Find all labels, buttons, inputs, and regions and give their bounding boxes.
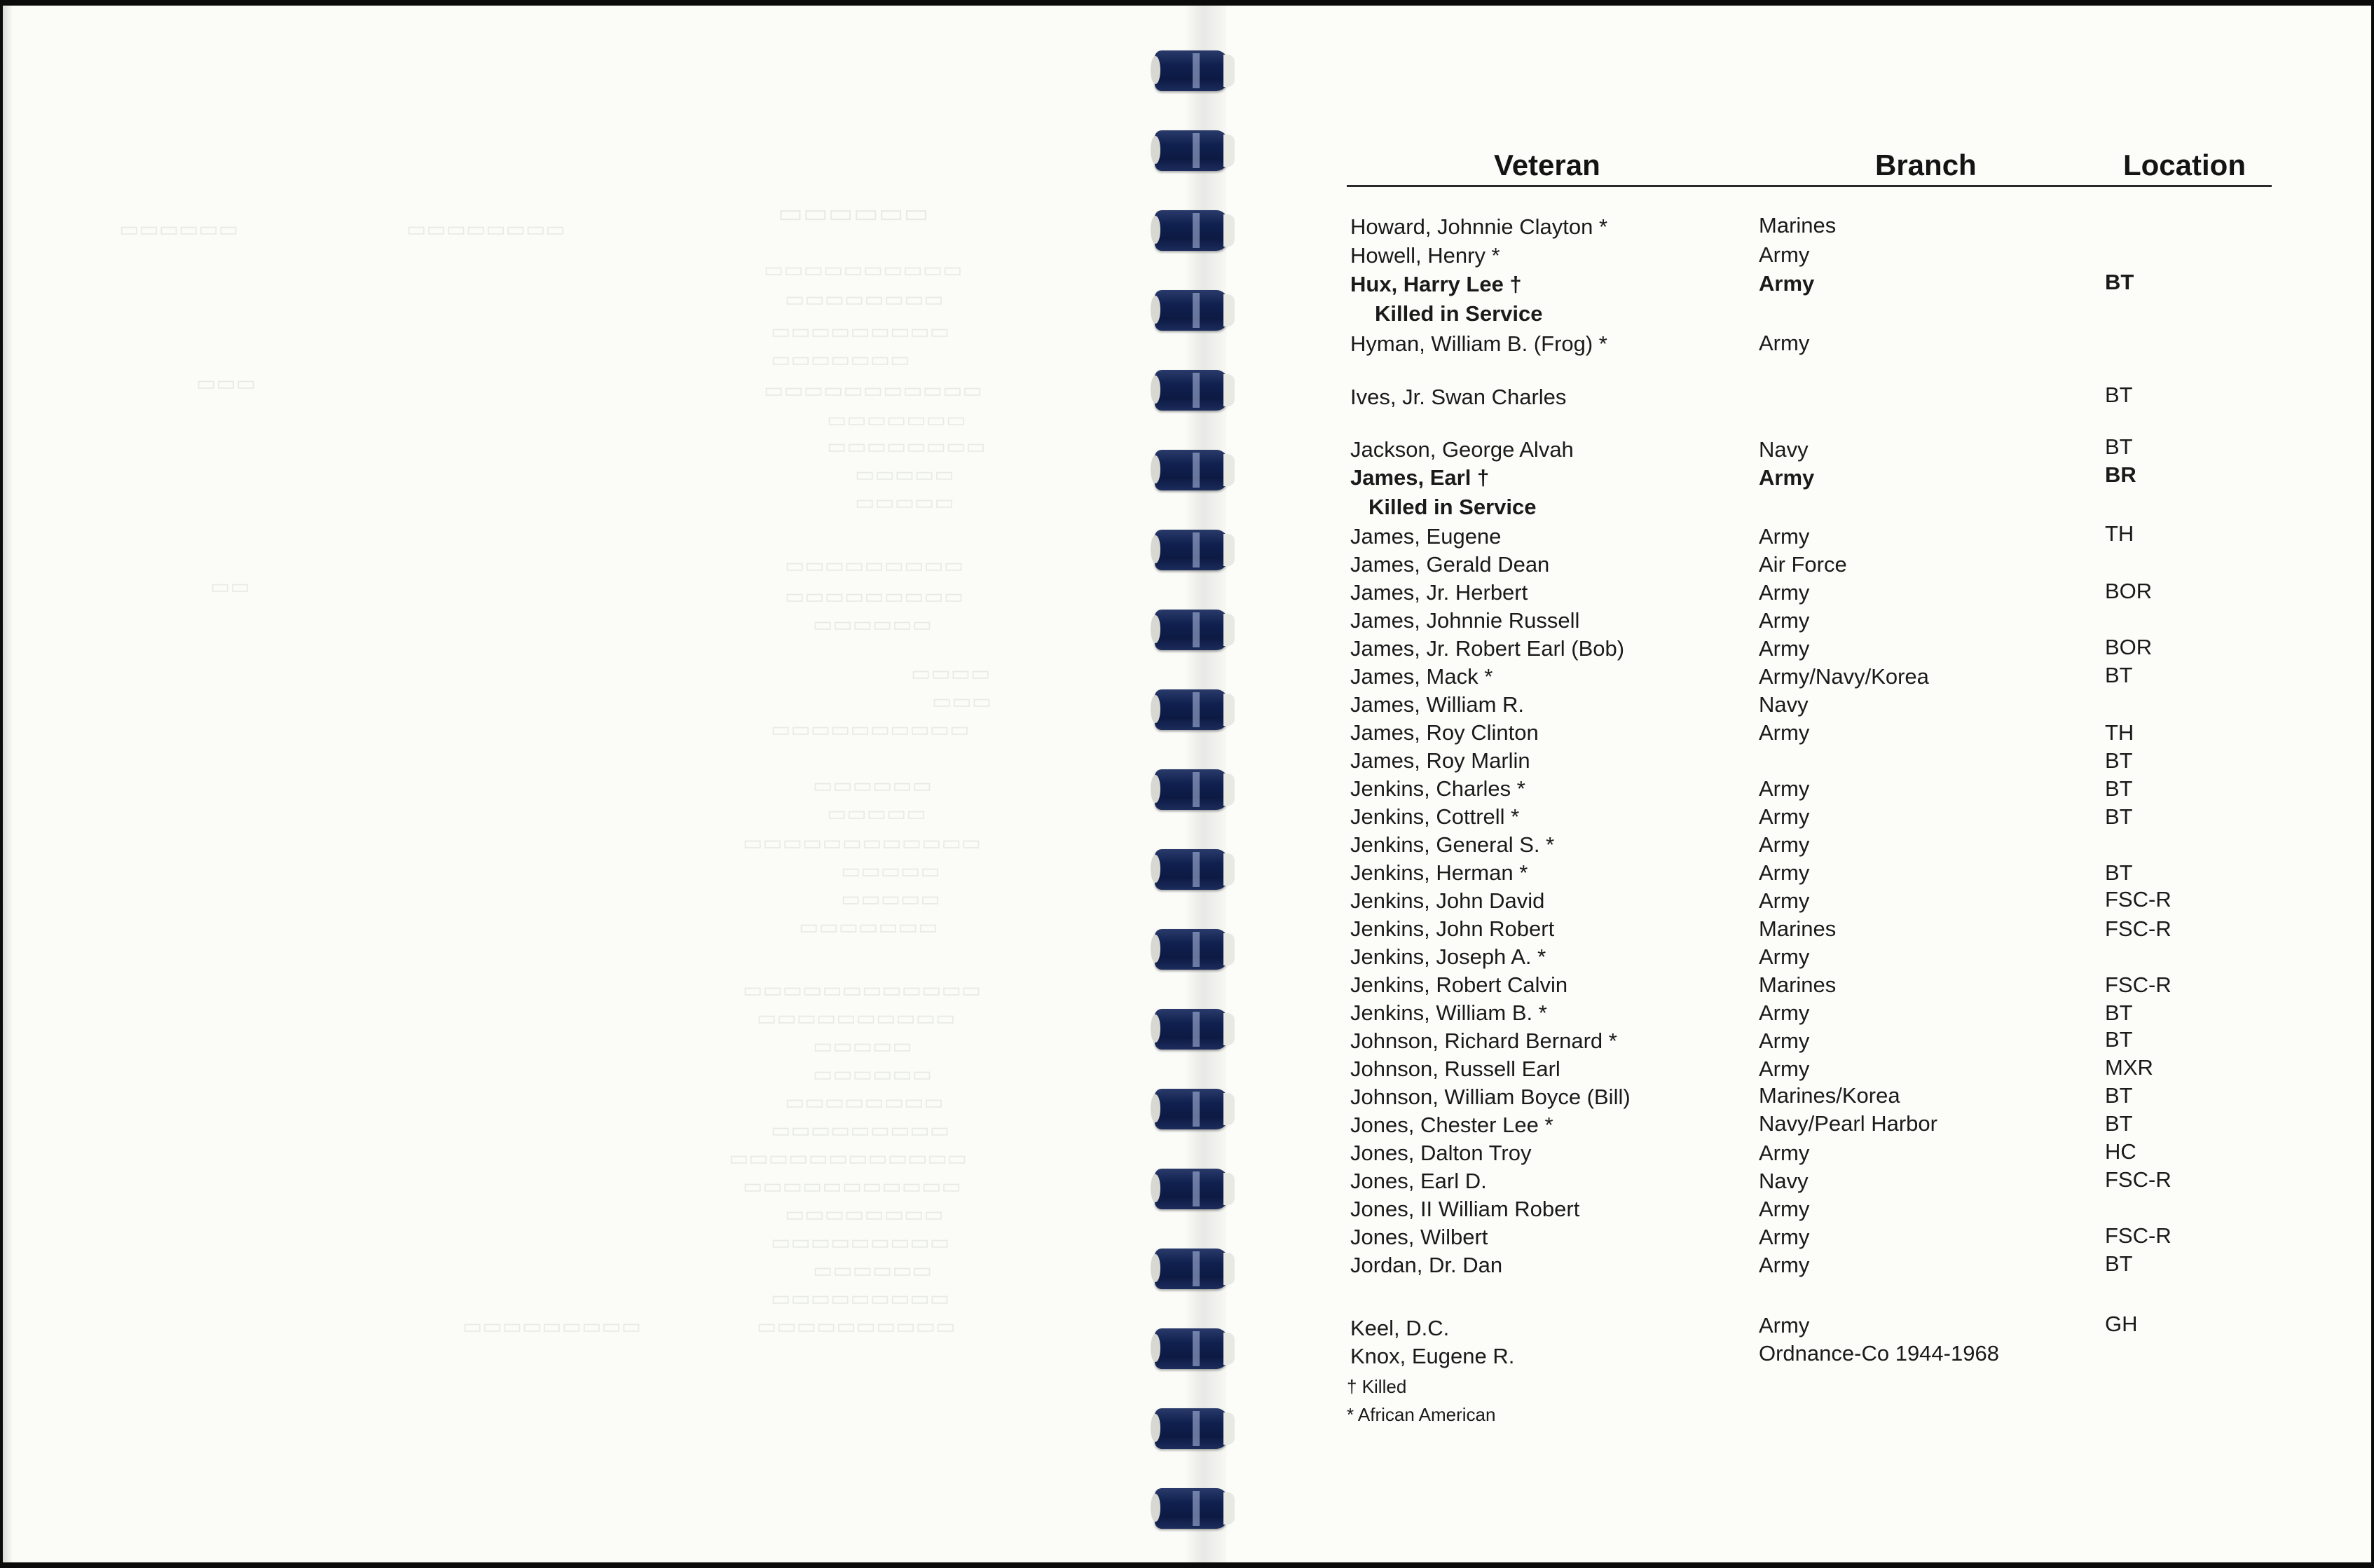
binding-coil — [1151, 447, 1236, 493]
coil-shine — [1193, 133, 1200, 168]
coil-wire — [1155, 929, 1228, 970]
veteran-name: Jenkins, Cottrell * — [1350, 804, 1520, 829]
left-page-edge — [3, 6, 13, 1562]
bleed-through-mark: ▭▭▭▭▭▭▭▭▭ — [785, 554, 964, 577]
legend-killed: † Killed — [1347, 1376, 1407, 1397]
binding-coil — [1151, 1405, 1236, 1452]
coil-tip — [1223, 614, 1235, 646]
coil-wire — [1155, 1009, 1228, 1050]
bleed-through-mark: ▭▭▭▭▭▭▭ — [799, 916, 938, 939]
bleed-through-mark: ▭▭▭▭▭ — [813, 1035, 912, 1058]
coil-hole — [1151, 376, 1160, 404]
veteran-name: James, Mack * — [1350, 664, 1493, 689]
veteran-name: Hux, Harry Lee † — [1350, 272, 1522, 296]
branch-cell: Army — [1759, 1141, 1810, 1165]
bleed-through-mark: ▭▭▭▭▭ — [841, 860, 940, 883]
branch-cell: Army — [1759, 888, 1810, 913]
location-cell: FSC-R — [2105, 1167, 2171, 1192]
coil-shine — [1193, 1171, 1200, 1206]
coil-wire — [1155, 530, 1228, 570]
coil-shine — [1193, 453, 1200, 488]
location-cell: BT — [2105, 1083, 2133, 1108]
branch-cell: Navy — [1759, 1169, 1809, 1193]
coil-tip — [1223, 1013, 1235, 1045]
branch-cell: Army — [1759, 1029, 1810, 1053]
binding-coil — [1151, 766, 1236, 813]
bleed-through-mark: ▭▭▭▭▭▭▭▭▭▭ — [757, 1007, 956, 1030]
bleed-through-mark: ▭▭▭ — [196, 372, 256, 395]
bleed-through-mark: ▭▭▭▭▭▭▭▭▭ — [785, 585, 964, 608]
veteran-name: James, Gerald Dean — [1350, 552, 1550, 577]
branch-cell: Marines — [1759, 972, 1837, 997]
coil-hole — [1151, 1094, 1160, 1122]
branch-cell: Army/Navy/Korea — [1759, 664, 1929, 689]
coil-wire — [1155, 769, 1228, 810]
coil-wire — [1155, 50, 1228, 91]
coil-shine — [1193, 1012, 1200, 1047]
bleed-through-mark: ▭▭▭▭▭▭▭▭▭ — [462, 1315, 642, 1338]
coil-wire — [1155, 1169, 1228, 1209]
coil-wire — [1155, 1089, 1228, 1129]
bleed-through-mark: ▭▭▭▭▭▭ — [778, 199, 929, 228]
coil-wire — [1155, 849, 1228, 890]
bleed-through-mark: ▭▭▭▭▭ — [827, 802, 926, 825]
location-cell: BT — [2105, 776, 2133, 801]
coil-wire — [1155, 370, 1228, 411]
bleed-through-mark: ▭▭▭▭▭▭▭▭▭ — [771, 1287, 950, 1310]
bleed-through-mark: ▭▭▭▭▭▭▭▭ — [785, 1091, 944, 1114]
bleed-through-mark: ▭▭▭ — [932, 690, 992, 713]
coil-hole — [1151, 136, 1160, 164]
bleed-through-mark: ▭▭▭▭▭▭▭▭▭▭▭ — [743, 1175, 961, 1198]
branch-cell: Army — [1759, 804, 1810, 829]
binding-coil — [1151, 1326, 1236, 1372]
bleed-through-mark: ▭▭▭▭▭▭ — [813, 774, 933, 797]
veteran-name: James, Earl † — [1350, 465, 1490, 490]
coil-tip — [1223, 1253, 1235, 1285]
veteran-name: Jenkins, Robert Calvin — [1350, 972, 1568, 997]
coil-hole — [1151, 455, 1160, 483]
veteran-name: James, Johnnie Russell — [1350, 608, 1580, 633]
header-rule — [1347, 185, 2272, 187]
coil-wire — [1155, 1249, 1228, 1289]
location-cell: TH — [2105, 720, 2134, 745]
coil-wire — [1155, 130, 1228, 171]
coil-tip — [1223, 933, 1235, 965]
veteran-name: Jordan, Dr. Dan — [1350, 1253, 1503, 1277]
coil-shine — [1193, 373, 1200, 408]
binding-coil — [1151, 1006, 1236, 1052]
bleed-through-mark: ▭▭▭▭▭▭▭▭ — [785, 1203, 944, 1226]
coil-hole — [1151, 935, 1160, 963]
branch-cell: Army — [1759, 832, 1810, 857]
veteran-name: Jackson, George Alvah — [1350, 437, 1574, 462]
location-cell: FSC-R — [2105, 887, 2171, 912]
branch-cell: Army — [1759, 1000, 1810, 1025]
bleed-through-mark: ▭▭▭▭▭▭ — [813, 1063, 933, 1086]
veteran-name: Jones, Earl D. — [1350, 1169, 1487, 1193]
veteran-name: James, Jr. Robert Earl (Bob) — [1350, 636, 1625, 661]
location-cell: BT — [2105, 1027, 2133, 1052]
location-cell: BT — [2105, 860, 2133, 885]
bleed-through-mark: ▭▭▭▭▭ — [855, 463, 954, 486]
bleed-through-mark: ▭▭▭▭▭▭▭▭▭▭▭▭ — [743, 832, 982, 855]
location-cell: BT — [2105, 748, 2133, 773]
coil-wire — [1155, 290, 1228, 331]
location-cell: TH — [2105, 521, 2134, 546]
veteran-name: James, Roy Marlin — [1350, 748, 1530, 773]
veteran-name: Keel, D.C. — [1350, 1316, 1450, 1340]
veteran-name: Howard, Johnnie Clayton * — [1350, 214, 1608, 239]
bleed-through-mark: ▭▭▭▭▭▭▭▭▭▭▭▭ — [729, 1147, 968, 1170]
branch-cell: Army — [1759, 636, 1810, 661]
bleed-through-mark: ▭▭▭▭▭▭▭▭▭▭▭ — [764, 379, 982, 402]
location-cell: BT — [2105, 804, 2133, 829]
coil-hole — [1151, 775, 1160, 803]
bleed-through-mark: ▭▭▭▭▭ — [855, 491, 954, 514]
location-cell: BT — [2105, 434, 2133, 459]
veteran-name: James, Roy Clinton — [1350, 720, 1539, 745]
veteran-name: Jenkins, William B. * — [1350, 1000, 1547, 1025]
coil-hole — [1151, 855, 1160, 883]
veteran-name: Jenkins, Herman * — [1350, 860, 1528, 885]
location-cell: BOR — [2105, 579, 2153, 603]
branch-cell: Army — [1759, 608, 1810, 633]
binding-coil — [1151, 287, 1236, 333]
coil-shine — [1193, 692, 1200, 727]
bleed-through-mark: ▭▭▭▭▭▭▭ — [771, 348, 910, 371]
branch-cell: Army — [1759, 1253, 1810, 1277]
coil-tip — [1223, 374, 1235, 406]
veteran-name: Johnson, Richard Bernard * — [1350, 1029, 1617, 1053]
coil-shine — [1193, 852, 1200, 887]
bleed-through-mark: ▭▭▭▭ — [911, 662, 991, 685]
coil-wire — [1155, 689, 1228, 730]
binding-coil — [1151, 128, 1236, 174]
location-column-header: Location — [2123, 149, 2246, 181]
veteran-name: Jenkins, Joseph A. * — [1350, 944, 1546, 969]
coil-hole — [1151, 535, 1160, 563]
binding-coil — [1151, 1246, 1236, 1292]
veteran-name: Jones, Wilbert — [1350, 1225, 1488, 1249]
bleed-through-mark: ▭▭▭▭▭▭▭▭ — [785, 288, 944, 311]
branch-cell: Army — [1759, 1313, 1810, 1337]
branch-cell: Marines/Korea — [1759, 1083, 1900, 1108]
branch-cell: Navy — [1759, 692, 1809, 717]
branch-cell: Army — [1759, 1197, 1810, 1221]
killed-in-service-note: Killed in Service — [1368, 495, 1537, 519]
location-cell: BT — [2105, 270, 2134, 294]
coil-wire — [1155, 1488, 1228, 1529]
coil-shine — [1193, 932, 1200, 967]
branch-cell: Air Force — [1759, 552, 1847, 577]
coil-wire — [1155, 1408, 1228, 1449]
bleed-through-mark: ▭▭▭▭▭▭▭▭▭▭ — [757, 1315, 956, 1338]
coil-tip — [1223, 1492, 1235, 1525]
coil-shine — [1193, 1491, 1200, 1526]
veteran-name: James, William R. — [1350, 692, 1525, 717]
branch-cell: Army — [1759, 242, 1810, 267]
veteran-name: Jones, Dalton Troy — [1350, 1141, 1532, 1165]
location-cell: BT — [2105, 663, 2133, 687]
veteran-name: Jenkins, General S. * — [1350, 832, 1555, 857]
veteran-name: Howell, Henry * — [1350, 243, 1500, 268]
coil-tip — [1223, 853, 1235, 886]
branch-cell: Navy — [1759, 437, 1809, 462]
legend-african-american: * African American — [1347, 1404, 1496, 1425]
branch-cell: Marines — [1759, 213, 1837, 238]
coil-tip — [1223, 1333, 1235, 1365]
binding-coil — [1151, 1166, 1236, 1212]
coil-hole — [1151, 1174, 1160, 1202]
bleed-through-mark: ▭▭▭▭▭ — [841, 888, 940, 911]
branch-cell: Army — [1759, 944, 1810, 969]
branch-cell: Ordnance-Co 1944-1968 — [1759, 1341, 1999, 1366]
binding-coil — [1151, 207, 1236, 254]
veteran-name: Hyman, William B. (Frog) * — [1350, 331, 1607, 356]
coil-tip — [1223, 694, 1235, 726]
branch-cell: Army — [1759, 271, 1815, 296]
coil-shine — [1193, 1411, 1200, 1446]
branch-cell: Marines — [1759, 916, 1837, 941]
coil-hole — [1151, 1254, 1160, 1282]
branch-column-header: Branch — [1875, 149, 1977, 181]
location-cell: MXR — [2105, 1055, 2153, 1080]
veteran-name: Ives, Jr. Swan Charles — [1350, 385, 1567, 409]
coil-hole — [1151, 615, 1160, 643]
veteran-name: James, Jr. Herbert — [1350, 580, 1528, 605]
location-cell: BOR — [2105, 635, 2153, 659]
bleed-through-mark: ▭▭▭▭▭▭▭▭▭▭ — [771, 718, 970, 741]
coil-hole — [1151, 216, 1160, 244]
binding-coil — [1151, 527, 1236, 573]
veteran-name: Jones, II William Robert — [1350, 1197, 1580, 1221]
bleed-through-mark: ▭▭▭▭▭▭▭▭▭ — [771, 1119, 950, 1142]
coil-tip — [1223, 1412, 1235, 1445]
coil-tip — [1223, 55, 1235, 87]
coil-tip — [1223, 294, 1235, 326]
veteran-name: James, Eugene — [1350, 524, 1502, 549]
coil-tip — [1223, 1093, 1235, 1125]
bleed-through-mark: ▭▭▭▭▭▭▭▭▭ — [771, 320, 950, 343]
bleed-through-mark: ▭▭▭▭▭▭ — [813, 613, 933, 636]
coil-wire — [1155, 210, 1228, 251]
coil-hole — [1151, 1015, 1160, 1043]
coil-hole — [1151, 56, 1160, 84]
coil-wire — [1155, 450, 1228, 490]
branch-cell: Army — [1759, 776, 1810, 801]
bleed-through-mark: ▭▭▭▭▭▭▭ — [827, 408, 966, 432]
veteran-name: Jenkins, John Robert — [1350, 916, 1555, 941]
location-cell: FSC-R — [2105, 1223, 2171, 1248]
bleed-through-mark: ▭▭▭▭▭▭▭▭▭▭▭▭ — [743, 979, 982, 1002]
coil-shine — [1193, 293, 1200, 328]
location-cell: FSC-R — [2105, 916, 2171, 941]
branch-cell: Army — [1759, 1225, 1810, 1249]
branch-cell: Army — [1759, 524, 1810, 549]
binding-coil — [1151, 1485, 1236, 1532]
binding-coil — [1151, 607, 1236, 653]
veteran-name: Jenkins, John David — [1350, 888, 1545, 913]
coil-shine — [1193, 1092, 1200, 1127]
coil-tip — [1223, 1173, 1235, 1205]
veteran-name: Knox, Eugene R. — [1350, 1344, 1515, 1368]
coil-shine — [1193, 1331, 1200, 1366]
binding-coil — [1151, 367, 1236, 413]
coil-shine — [1193, 213, 1200, 248]
coil-tip — [1223, 454, 1235, 486]
veteran-name: Jones, Chester Lee * — [1350, 1113, 1553, 1137]
location-cell: FSC-R — [2105, 972, 2171, 997]
coil-tip — [1223, 534, 1235, 566]
coil-hole — [1151, 1414, 1160, 1442]
coil-tip — [1223, 135, 1235, 167]
coil-shine — [1193, 53, 1200, 88]
veteran-name: Jenkins, Charles * — [1350, 776, 1525, 801]
bleed-through-mark: ▭▭▭▭▭▭ — [119, 218, 239, 241]
coil-shine — [1193, 532, 1200, 568]
branch-cell: Army — [1759, 331, 1810, 355]
bleed-through-mark: ▭▭▭▭▭▭▭▭▭▭ — [764, 259, 963, 282]
location-cell: HC — [2105, 1139, 2136, 1164]
coil-shine — [1193, 1251, 1200, 1286]
coil-shine — [1193, 772, 1200, 807]
binding-coil — [1151, 926, 1236, 972]
bleed-through-mark: ▭▭▭▭▭▭▭▭ — [406, 218, 565, 241]
branch-cell: Navy/Pearl Harbor — [1759, 1111, 1937, 1136]
location-cell: BT — [2105, 383, 2133, 407]
branch-cell: Army — [1759, 465, 1815, 490]
killed-in-service-note: Killed in Service — [1375, 301, 1543, 326]
branch-cell: Army — [1759, 1057, 1810, 1081]
branch-cell: Army — [1759, 720, 1810, 745]
coil-wire — [1155, 610, 1228, 650]
location-cell: GH — [2105, 1312, 2138, 1336]
branch-cell: Army — [1759, 580, 1810, 605]
coil-tip — [1223, 773, 1235, 806]
coil-hole — [1151, 695, 1160, 723]
coil-hole — [1151, 1494, 1160, 1522]
binding-coil — [1151, 687, 1236, 733]
veteran-name: Johnson, William Boyce (Bill) — [1350, 1085, 1631, 1109]
location-cell: BR — [2105, 462, 2136, 487]
coil-tip — [1223, 214, 1235, 247]
bleed-through-mark: ▭▭▭▭▭▭▭▭ — [827, 435, 986, 458]
bleed-through-mark: ▭▭▭▭▭▭ — [813, 1259, 933, 1282]
binding-coil — [1151, 48, 1236, 94]
veteran-column-header: Veteran — [1494, 149, 1600, 181]
location-cell: BT — [2105, 1000, 2133, 1025]
bleed-through-mark: ▭▭▭▭▭▭▭▭▭ — [771, 1231, 950, 1254]
coil-shine — [1193, 612, 1200, 647]
branch-cell: Army — [1759, 860, 1810, 885]
veteran-name: Johnson, Russell Earl — [1350, 1057, 1560, 1081]
location-cell: BT — [2105, 1251, 2133, 1276]
bleed-through-mark: ▭▭ — [210, 575, 250, 598]
coil-hole — [1151, 296, 1160, 324]
coil-hole — [1151, 1334, 1160, 1362]
location-cell: BT — [2105, 1111, 2133, 1136]
coil-wire — [1155, 1328, 1228, 1369]
binding-coil — [1151, 1086, 1236, 1132]
binding-coil — [1151, 846, 1236, 893]
